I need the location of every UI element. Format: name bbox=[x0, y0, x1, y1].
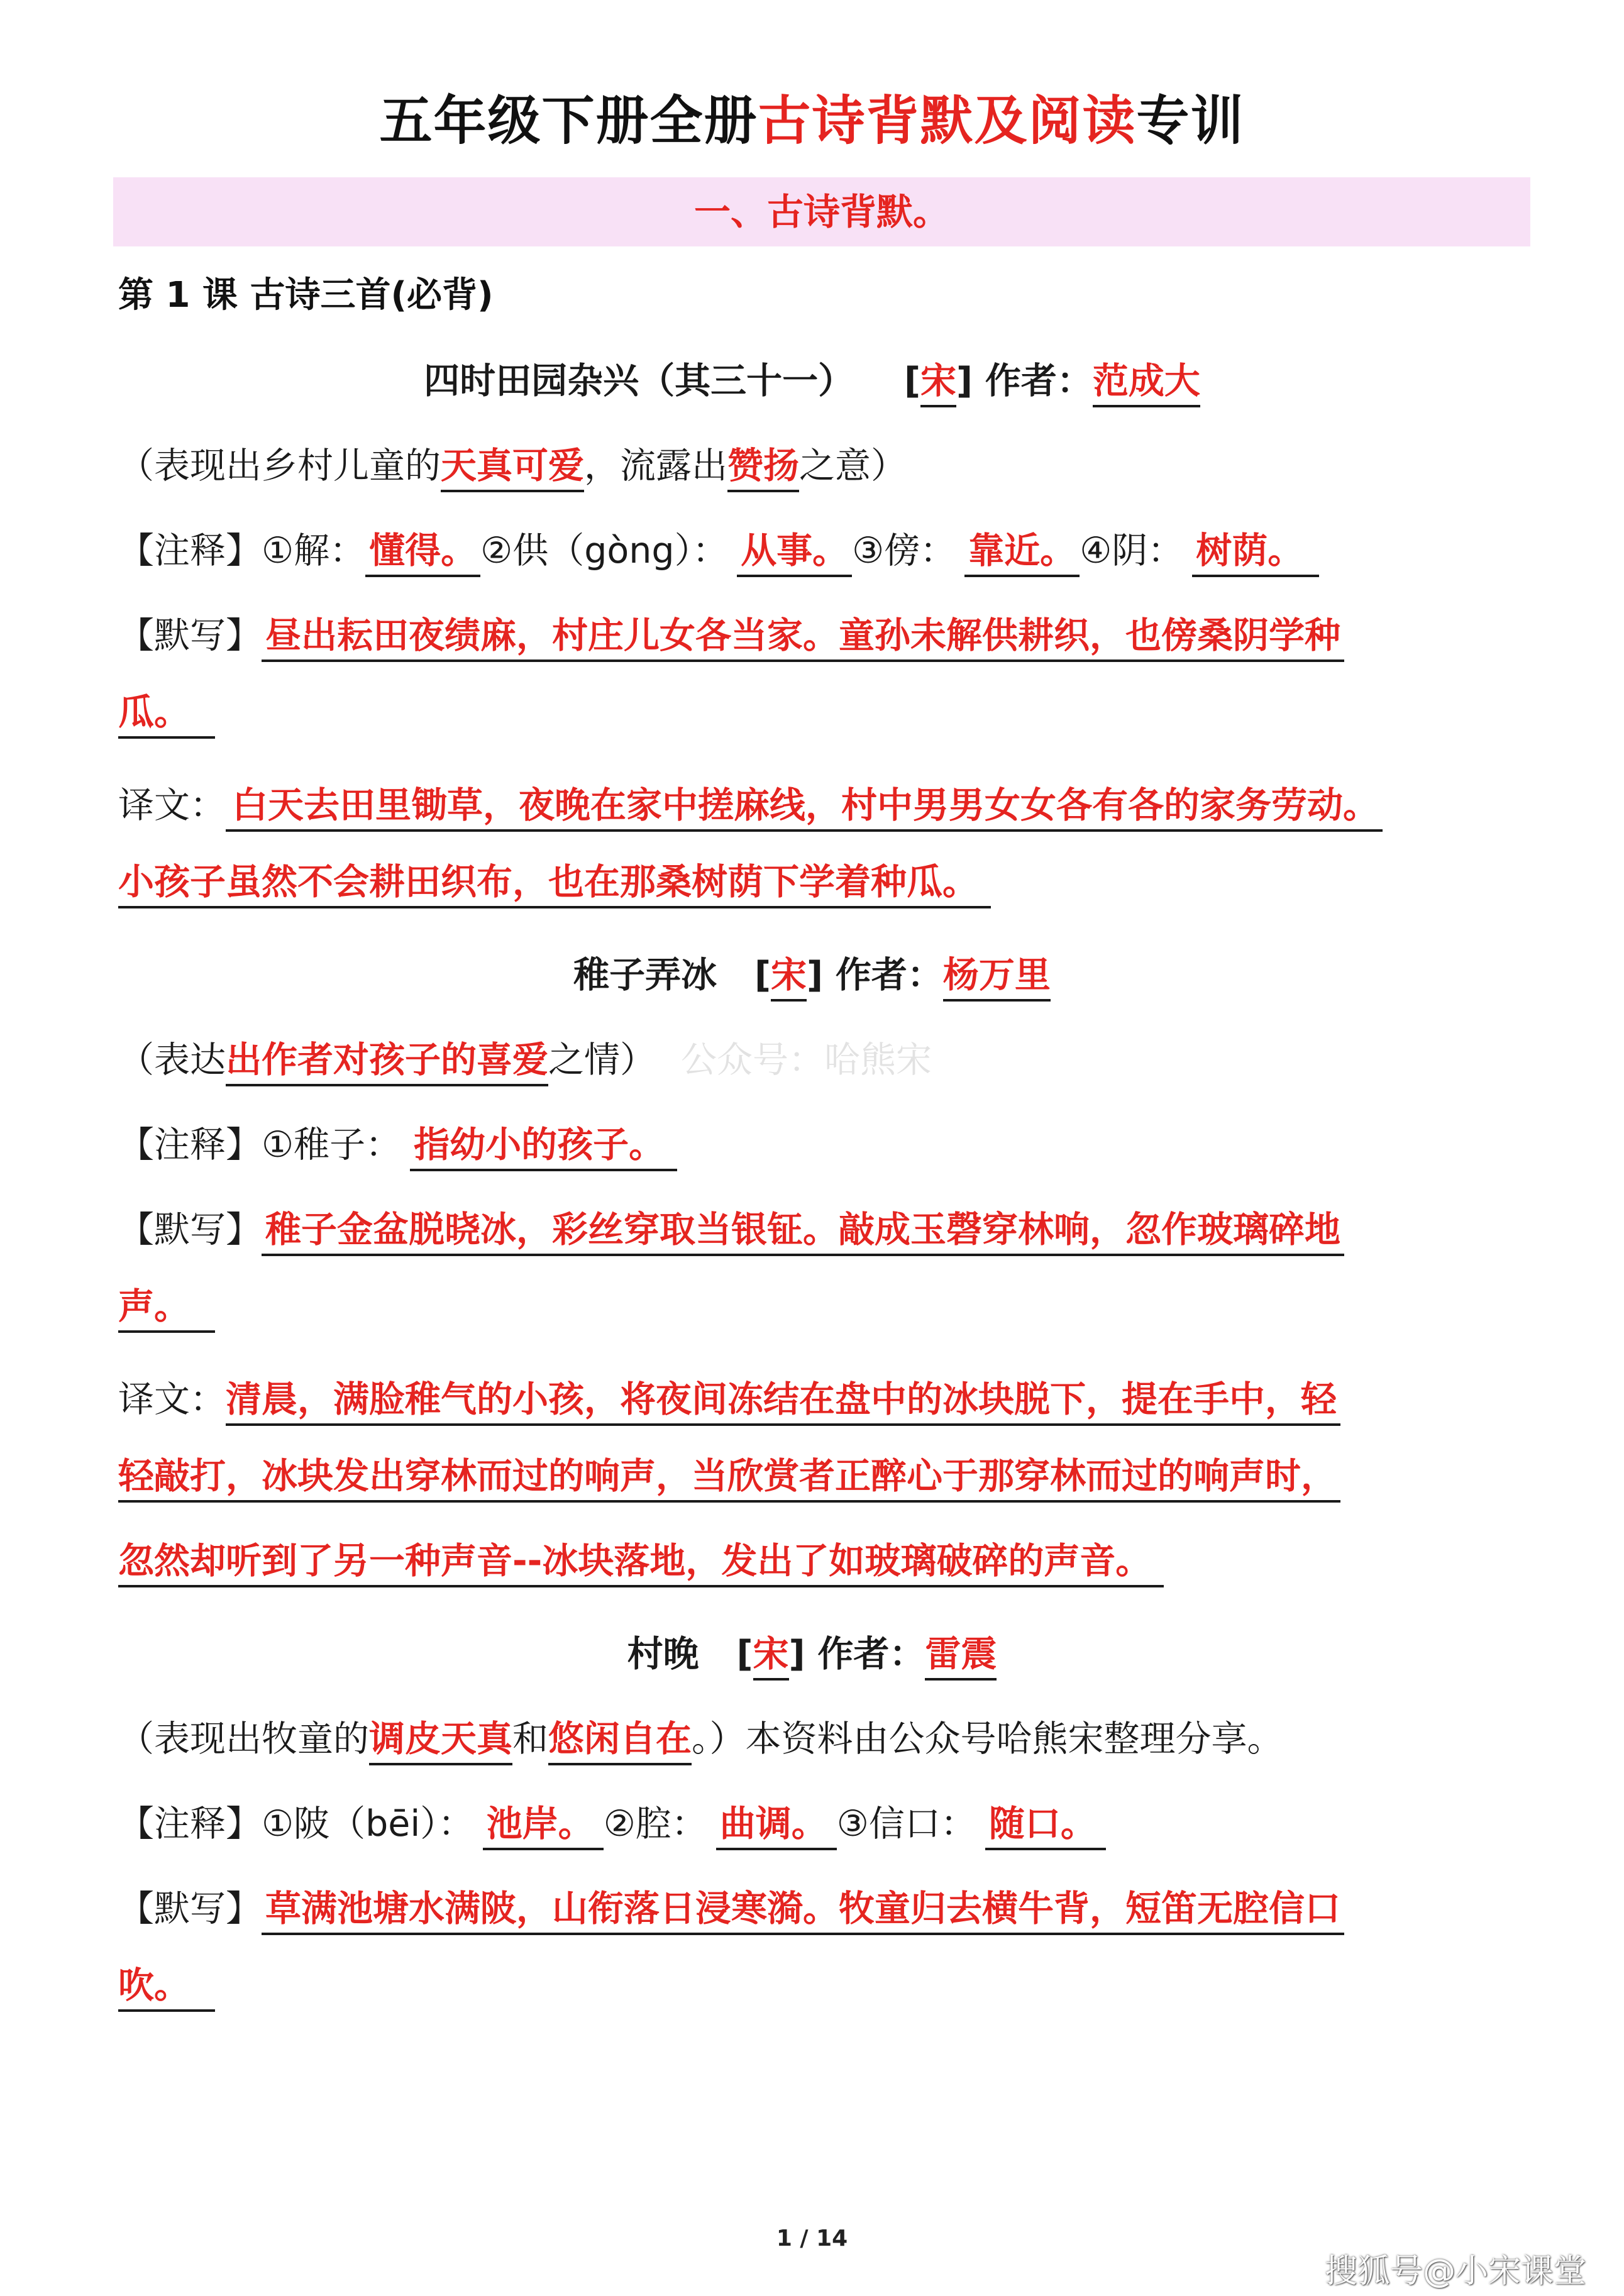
theme-answer: 天真可爱 bbox=[441, 446, 584, 492]
theme-text: 之情） bbox=[548, 1039, 656, 1081]
theme-answer: 悠闲自在 bbox=[548, 1719, 692, 1765]
write-answer: 吹。 bbox=[118, 1965, 215, 2012]
title-part1: 五年级下册全册 bbox=[379, 90, 758, 152]
note-key: ①稚子： bbox=[262, 1124, 402, 1166]
translation-answer: 忽然却听到了另一种声音--冰块落地，发出了如玻璃破碎的声音。 bbox=[118, 1541, 1164, 1587]
poem2-header: 稚子弄冰 [宋] 作者：杨万里 bbox=[0, 946, 1624, 1002]
poem3-header: 村晚 [宋] 作者：雷震 bbox=[0, 1625, 1624, 1681]
lesson-heading: 第 1 课 古诗三首(必背) bbox=[118, 275, 494, 316]
note-answer: 随口。 bbox=[985, 1804, 1106, 1850]
poem2-translation-cont2 bbox=[118, 1540, 1164, 1587]
poem2-dynasty: 宋 bbox=[771, 955, 807, 1002]
poem2-title: 稚子弄冰 bbox=[573, 954, 717, 996]
theme-text: 和 bbox=[512, 1718, 548, 1760]
write-label: 【默写】 bbox=[118, 615, 262, 656]
poem3-author-label: 作者： bbox=[817, 1633, 925, 1675]
write-label: 【默写】 bbox=[118, 1888, 262, 1929]
theme-answer: 赞扬 bbox=[727, 446, 799, 492]
poem3-write bbox=[118, 1880, 1344, 1935]
write-answer: 稚子金盆脱晓冰，彩丝穿取当银钲。敲成玉磬穿林响，忽作玻璃碎地 bbox=[262, 1210, 1344, 1256]
watermark-text: 公众号：哈熊宋 bbox=[681, 1039, 932, 1081]
note-key: ③信口： bbox=[836, 1803, 976, 1845]
note-key: ①陂（bēi）： bbox=[262, 1803, 474, 1845]
note-answer: 懂得。 bbox=[365, 531, 480, 577]
poem3-title: 村晚 bbox=[627, 1633, 699, 1675]
page-title bbox=[0, 79, 1624, 155]
poem2-translation bbox=[118, 1371, 1340, 1426]
poem3-write-cont bbox=[118, 1965, 215, 2012]
theme-text: （表现出乡村儿童的 bbox=[118, 445, 441, 487]
poem2-notes bbox=[118, 1116, 677, 1171]
poem1-author: 范成大 bbox=[1093, 361, 1200, 407]
poem2-translation-cont bbox=[118, 1455, 1340, 1503]
write-answer: 声。 bbox=[118, 1286, 215, 1333]
write-answer: 昼出耘田夜绩麻，村庄儿女各当家。童孙未解供耕织，也傍桑阴学种 bbox=[262, 615, 1344, 662]
translation-answer: 轻敲打，冰块发出穿林而过的响声，当欣赏者正醉心于那穿林而过的响声时， bbox=[118, 1456, 1340, 1503]
poem2-write bbox=[118, 1201, 1344, 1256]
translation-label: 译文： bbox=[118, 1379, 226, 1420]
poem3-author: 雷震 bbox=[925, 1634, 997, 1681]
note-key: ③傍： bbox=[852, 530, 956, 571]
poem2-author: 杨万里 bbox=[943, 955, 1051, 1002]
theme-answer: 出作者对孩子的喜爱 bbox=[226, 1040, 548, 1086]
note-answer: 曲调。 bbox=[716, 1804, 837, 1850]
poem1-title: 四时田园杂兴（其三十一） bbox=[424, 360, 854, 402]
poem1-theme bbox=[118, 437, 907, 492]
write-answer: 瓜。 bbox=[118, 692, 215, 739]
translation-answer: 白天去田里锄草，夜晚在家中搓麻线，村中男男女女各有各的家务劳动。 bbox=[226, 785, 1383, 832]
note-answer: 指幼小的孩子。 bbox=[410, 1125, 677, 1171]
write-label: 【默写】 bbox=[118, 1209, 262, 1250]
poem1-write-cont bbox=[118, 692, 215, 739]
section-banner: 一、古诗背默。 bbox=[113, 177, 1530, 246]
note-label: 【注释】 bbox=[118, 1803, 262, 1845]
note-key: ②供（gòng）： bbox=[480, 530, 729, 571]
translation-answer: 小孩子虽然不会耕田织布，也在那桑树荫下学着种瓜。 bbox=[118, 862, 991, 908]
poem1-dynasty: 宋 bbox=[920, 361, 956, 407]
write-answer: 草满池塘水满陂，山衔落日浸寒漪。牧童归去横牛背，短笛无腔信口 bbox=[262, 1889, 1344, 1935]
poem1-translation bbox=[118, 776, 1383, 832]
poem1-translation-cont bbox=[118, 861, 991, 908]
poem1-author-label: 作者： bbox=[985, 360, 1093, 402]
note-label: 【注释】 bbox=[118, 530, 262, 571]
note-answer: 靠近。 bbox=[964, 531, 1080, 577]
theme-answer: 调皮天真 bbox=[369, 1719, 512, 1765]
note-key: ④阴： bbox=[1080, 530, 1184, 571]
theme-text: （表现出牧童的 bbox=[118, 1718, 369, 1760]
poem1-write bbox=[118, 607, 1344, 662]
note-answer: 树荫。 bbox=[1192, 531, 1319, 577]
poem2-theme bbox=[118, 1031, 932, 1086]
translation-answer: 清晨，满脸稚气的小孩，将夜间冻结在盘中的冰块脱下，提在手中，轻 bbox=[226, 1379, 1340, 1426]
theme-text: 。）本资料由公众号哈熊宋整理分享。 bbox=[692, 1718, 1283, 1760]
source-watermark: 搜狐号@小宋课堂 bbox=[1324, 2253, 1586, 2290]
poem3-notes bbox=[118, 1795, 1106, 1850]
note-answer: 池岸。 bbox=[483, 1804, 604, 1850]
note-label: 【注释】 bbox=[118, 1124, 262, 1166]
theme-text: 之意） bbox=[799, 445, 907, 487]
title-part3: 专训 bbox=[1136, 90, 1245, 152]
title-highlight: 古诗背默及阅读 bbox=[758, 90, 1137, 152]
poem1-notes bbox=[118, 522, 1319, 577]
poem2-write-cont bbox=[118, 1286, 215, 1333]
note-key: ①解： bbox=[262, 530, 366, 571]
theme-text: ，流露出 bbox=[584, 445, 727, 487]
theme-text: （表达 bbox=[118, 1039, 226, 1081]
page-number: 1 / 14 bbox=[776, 2226, 848, 2251]
poem2-author-label: 作者： bbox=[835, 954, 943, 996]
poem3-dynasty: 宋 bbox=[753, 1634, 789, 1681]
translation-label: 译文： bbox=[118, 785, 226, 826]
poem3-theme bbox=[118, 1710, 1283, 1765]
note-answer: 从事。 bbox=[737, 531, 852, 577]
poem1-header: 四时田园杂兴（其三十一） [宋] 作者：范成大 bbox=[0, 352, 1624, 407]
note-key: ②腔： bbox=[603, 1803, 707, 1845]
